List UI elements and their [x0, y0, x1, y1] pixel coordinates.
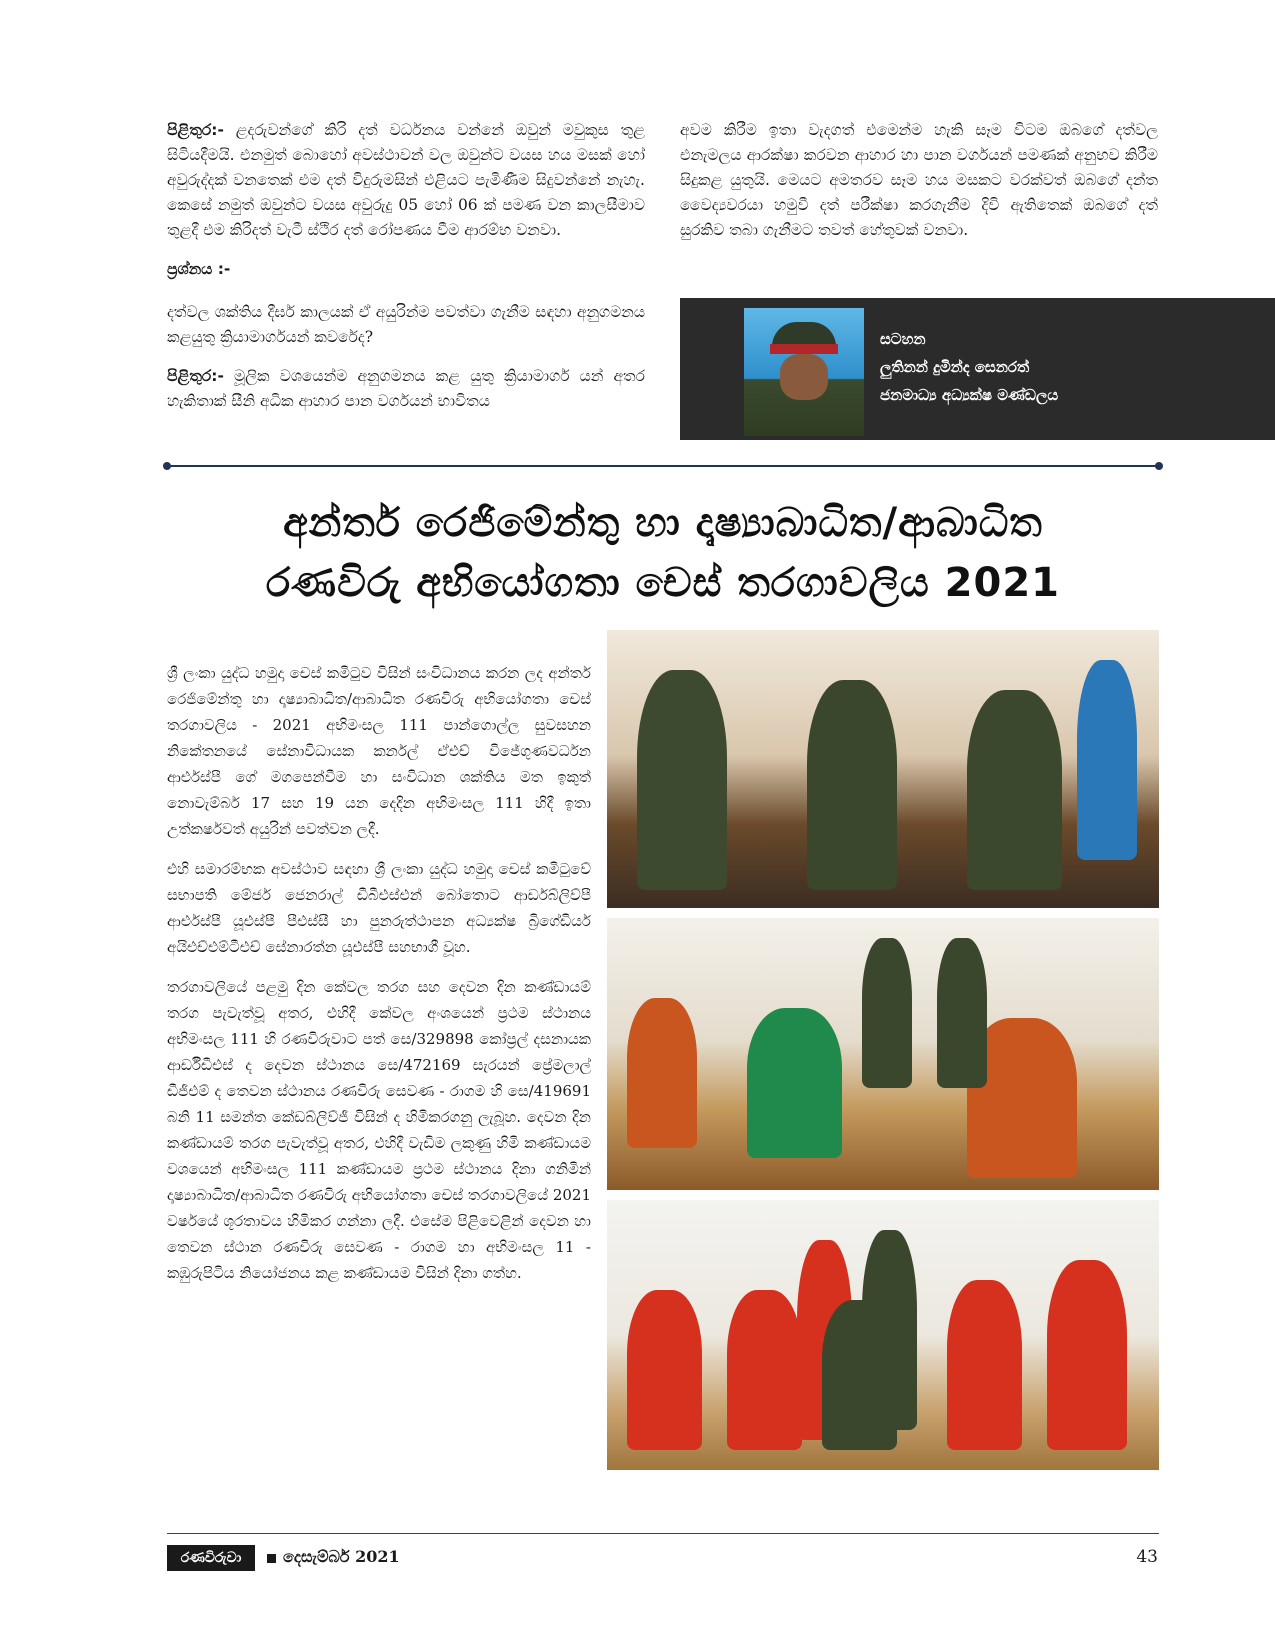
answer-2: [167, 364, 645, 414]
answer-1: [167, 118, 645, 243]
article-body: [167, 660, 591, 1300]
answer-2-text: මූලික වශයෙන්ම අනුගමනය කළ යුතු ක්‍රියාමාර්ග යන් අතර හැකිතාක් සීනි අධික ආහාර පාන වර්ගයන් භාවිතය: [167, 367, 646, 410]
figure-player-orange: [627, 998, 697, 1148]
answer-1-text: ළදරුවන්ගේ කිරි දත් වර්ධනය වන්නේ ඔවුන් මවුකුස තුළ සිටියදීමයි. එනමුත් බොහෝ අවස්ථාවන් වල ඔවුන්ට වයස හය මසක් හෝ අවුරුද්දක් වනතෙක් එම දත් විදුරුමසින් එළියට පැමිණීම සිදුවන්නේ නැහැ. කෙසේ නමුත් ඔවුන්ට වයස අවුරුදු 05 හෝ 06 ක් පමණ වන කාලසීමාව තුළදී එම කිරිදත් වැටී ස්ථිර දත් රෝපණය වීම ආරම්භ වනවා.: [167, 121, 646, 239]
figure-participant: [627, 1290, 702, 1450]
article-paragraph-2: එහි සමාරම්භක අවස්ථාව සඳහා ශ්‍රී ලංකා යුද්ධ හමුදා චෙස් කමිටුවේ සභාපති මේජර් ජෙනරාල් ඩීබීඑස්එන් බෝතොට ආර්ඩබ්ලිව්පී ආර්එස්පී යූඑස්පී පීඑස්සී හා පුනරුත්ථාපන අධ්‍යක්ෂ බ්‍රිගේඩියර් අයිඑච්එම්ටීඑච් සේනාරත්න යූඑස්පී සහභාගී වූහ.: [167, 860, 591, 956]
answer-2-continuation: අවම කිරීම ඉතා වැදගත් එමෙන්ම හැකි සෑම විටම ඔබගේ දත්වල එනැමලය ආරක්ෂා කරවන ආහාර හා පාන වර්ගයන් පමණක් අනුභව කිරීම සිදුකළ යුතුයි. මෙයට අමතරව සෑම හය මසකට වරක්වත් ඔබගේ දන්ත වෛද්‍යවරයා හමුවී දත් පරීක්ෂා කරගැනීම දිවි ඇතිතෙක් ඔබගේ දත් සුරකිව තබා ගැනීමට තවත් හේතුවක් වනවා.: [680, 121, 1158, 239]
question-text: දත්වල ශක්තිය දීර්ඝ කාලයක් ඒ අයුරින්ම පවත්වා ගැනීම සඳහා අනුගමනය කළයුතු ක්‍රියාමාර්ගයන් කවරේද?: [167, 303, 645, 346]
figure-officer: [937, 938, 987, 1088]
article-title-line-2: රණවිරු අභියෝගතා චෙස් තරගාවලිය 2021: [265, 560, 1061, 606]
figure-officer: [807, 680, 897, 890]
author-credit-label: සටහන: [880, 330, 926, 348]
cap-band: [770, 344, 838, 354]
question-heading: ප්‍රශ්නය :-: [167, 260, 231, 278]
author-photo: [744, 308, 864, 436]
answer-2-label: පිළිතුර:-: [167, 367, 224, 385]
figure-guest: [1077, 660, 1137, 860]
figure-participant: [947, 1280, 1022, 1450]
figure-officer: [637, 670, 727, 890]
article-paragraph-1: ශ්‍රී ලංකා යුද්ධ හමුදා චෙස් කමිටුව විසින් සංවිධානය කරන ලද අන්තර් රෙජිමේන්තු හා දෘෂ්‍යාබාධිත/ආබාධිත රණවිරු අභියෝගතා චෙස් තරගාවලිය - 2021 අභිමංසල 111 පාන්ගොල්ල සුවසහන නිකේතනයේ සේනාවිධායක කර්නල් ඒඑච් විජේගුණවර්ධන ආර්එස්පී ගේ මගපෙන්වීම හා සංවිධාන ශක්තිය මත ඉකුත් නොවැම්බර් 17 සහ 19 යන දෙදින අභිමංසල 111 හිදී ඉතා උත්කර්ෂවත් අයුරින් පවත්වන ලදී.: [167, 664, 591, 838]
photo-chess-match: [607, 918, 1159, 1190]
author-box: [680, 298, 1275, 440]
author-department: ජනමාධ්‍ය අධ්‍යක්ෂ මණ්ඩලය: [880, 386, 1059, 404]
section-divider: [167, 465, 1159, 467]
magazine-logo: රණවිරුවා: [167, 1545, 255, 1571]
article-paragraph-3: තරගාවලියේ පළමු දින කේවල තරග සහ දෙවන දින කණ්ඩායම් තරග පැවැත්වූ අතර, එහිදී කේවල අංශයෙන් ප්‍රථම ස්ථානය අභිමංසල 111 හි රණවිරුවාට පත් සෙ/329898 කෝප්‍රල් දසනායක ආර්ඩීඩීඑස් ද දෙවන ස්ථානය සෙ/472169 සැරයන් ප්‍රේමලාල් ඩීජීඑම් ද තෙවන ස්ථානය රණවිරු සෙවණ - රාගම හි සෙ/419691 බනි 11 සමන්ත කේඩබ්ලිව්ජී විසින් ද හිමිකරගනු ලැබූහ. දෙවන දින කණ්ඩායම් තරග පැවැත්වූ අතර, එහිදී වැඩිම ලකුණු හිමි කණ්ඩායම වශයෙන් අභිමංසල 111 කණ්ඩායම ප්‍රථම ස්ථානය දිනා ගනිමින් දෘෂ්‍යාබාධිත/ආබාධිත රණවිරු අභියෝගතා චෙස් තරගාවලියේ 2021 වර්ෂයේ ශූරතාවය හිමිකර ගන්නා ලදී. එසේම පිළිවෙළින් දෙවන හා තෙවන ස්ථාන රණවිරු සෙවණ - රාගම හා අභිමංසල 11 - කඹුරුපිටිය නියෝජනය කළ කණ්ඩායම විසින් දිනා ගත්හ.: [167, 978, 591, 1282]
answer-1-label: පිළිතුර:-: [167, 121, 224, 139]
photo-winners-group: [607, 1200, 1159, 1470]
figure-player-green: [747, 1008, 842, 1158]
footer-bullet: [267, 1554, 276, 1563]
top-right-column: [680, 118, 1158, 257]
article-title-line-1: අන්තර් රෙජිමේන්තු හා දෘෂ්‍යාබාධිත/ආබාධිත: [283, 500, 1043, 546]
page-number: 43: [1136, 1547, 1158, 1567]
figure-participant: [727, 1290, 802, 1450]
officer-face: [780, 354, 828, 400]
figure-officer: [862, 938, 912, 1088]
author-name: ලුතිනන් දුමින්ද සෙනරත්: [880, 358, 1030, 376]
top-left-column: [167, 118, 645, 428]
figure-officer: [862, 1230, 917, 1430]
footer-rule: [167, 1533, 1159, 1534]
issue-date: දෙසැම්බර් 2021: [283, 1547, 400, 1566]
figure-officer: [967, 690, 1062, 890]
photo-officials-seated: [607, 630, 1159, 908]
figure-participant: [1047, 1260, 1127, 1450]
